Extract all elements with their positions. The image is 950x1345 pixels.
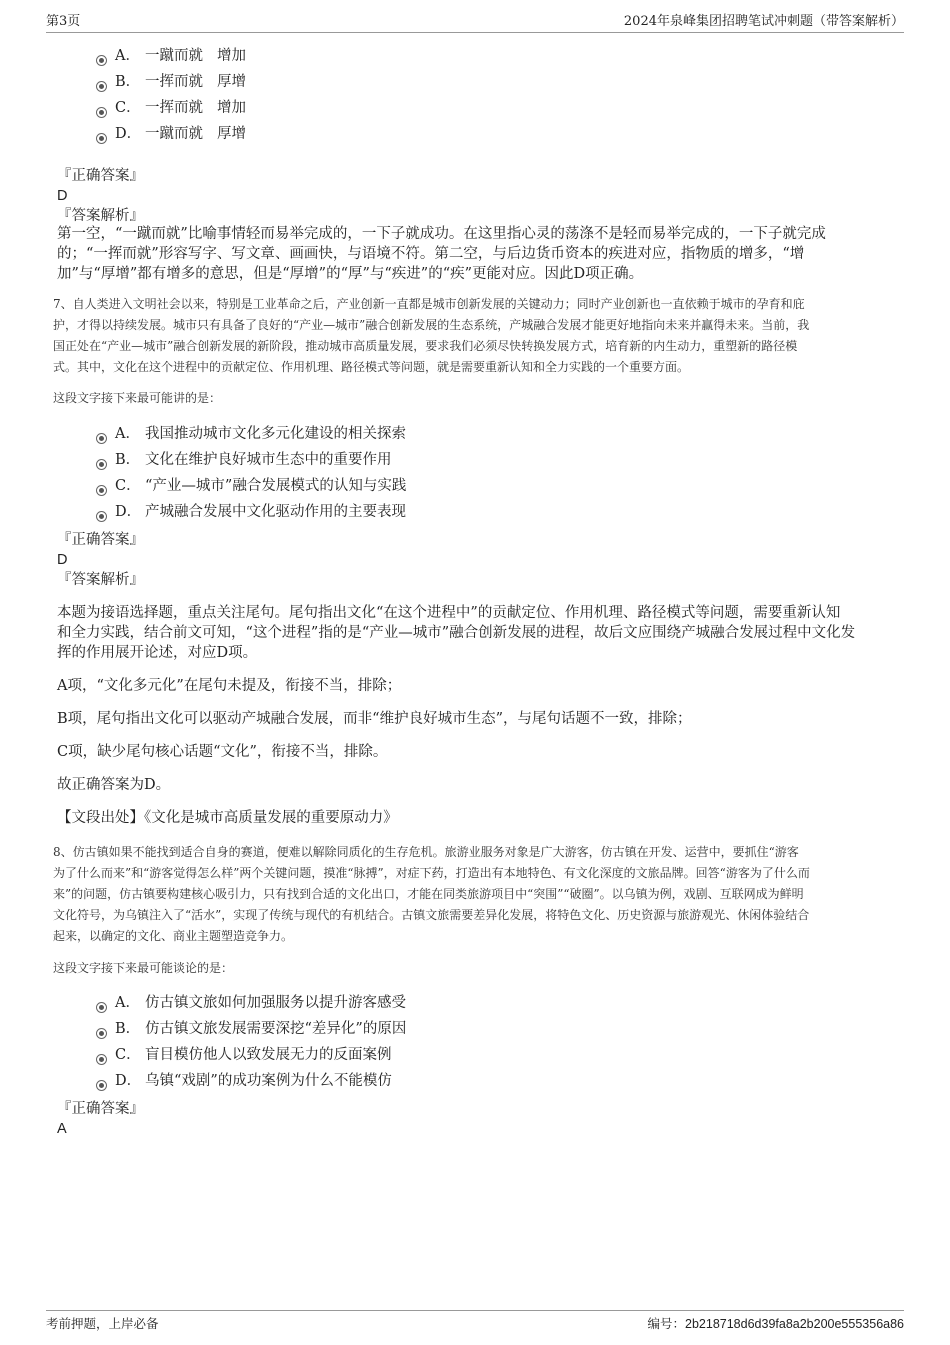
q8-prompt: 这段文字接下来最可能谈论的是： — [53, 961, 234, 975]
q6-answer-label: 『正确答案』 — [57, 168, 144, 184]
radio-icon[interactable] — [96, 485, 107, 496]
document-code — [648, 1313, 905, 1335]
radio-icon[interactable] — [96, 511, 107, 522]
q8-answer-label: 『正确答案』 — [57, 1101, 144, 1117]
q6-analysis-label: 『答案解析』 — [57, 208, 144, 224]
radio-icon[interactable] — [96, 81, 107, 92]
q6-analysis: 第一空，“一蹴而就”比喻事情轻而易举完成的，一下子就成功。在这里指心灵的荡涤不是轻而易举完成的，一下子就完成 的；“一挥而就”形容写字、写文章、画画快，与语境不符。第二空，与后边货币资本的疾进对应，指物质的增多，“增 加”与“厚增”都有增多的意思，但是“厚增”的“厚”与“疾进”的“疾”更能对应。因此D项正确。 — [57, 226, 826, 282]
radio-icon[interactable] — [96, 133, 107, 144]
q7-source: 【文段出处】《文化是城市高质量发展的重要原动力》 — [57, 810, 398, 826]
radio-icon[interactable] — [96, 55, 107, 66]
radio-icon[interactable] — [96, 459, 107, 470]
q7-analysis-label: 『答案解析』 — [57, 572, 144, 588]
code-value: 2b218718d6d39fa8a2b200e555356a86 — [685, 1317, 904, 1331]
document-title: 2024年泉峰集团招聘笔试冲刺题（带答案解析） — [623, 14, 904, 29]
page-header — [46, 12, 904, 33]
radio-icon[interactable] — [96, 1028, 107, 1039]
q7-stem: 7、自人类进入文明社会以来，特别是工业革命之后，产业创新一直都是城市创新发展的关键动力；同时产业创新也一直依赖于城市的孕育和庇 护，才得以持续发展。城市只有具备了良好的“产业—城市”融合创新发展的生态系统，产城融合发展才能更好地指向未来并赢得未来。当前，我 国正处在“产业—城市”融合创新发展的新阶段，推动城市高质量发展，要求我们必须尽快转换发展方式，培育新的内生动力，重塑新的路径模 式。其中，文化在这个进程中的贡献定位、作用机理、路径模式等问题，就是需要重新认知和全力实践的一个重要方面。 — [53, 297, 810, 374]
q7-answer: D — [57, 552, 68, 568]
q7-analysis-end: 故正确答案为D。 — [57, 777, 171, 793]
q6-answer: D — [57, 188, 68, 204]
q7-analysis-a: A项，“文化多元化”在尾句未提及，衔接不当，排除； — [57, 678, 402, 694]
code-label: 编号： — [647, 1316, 686, 1331]
radio-icon[interactable] — [96, 433, 107, 444]
radio-icon[interactable] — [96, 1054, 107, 1065]
q7-analysis-b: B项，尾句指出文化可以驱动产城融合发展，而非“维护良好城市生态”，与尾句话题不一致，排除； — [57, 711, 692, 727]
radio-icon[interactable] — [96, 1002, 107, 1013]
page-number: 第3页 — [46, 14, 81, 29]
q7-analysis-c: C项，缺少尾句核心话题“文化”，衔接不当，排除。 — [57, 744, 388, 760]
q8-answer: A — [57, 1121, 67, 1137]
q7-prompt: 这段文字接下来最可能讲的是： — [53, 391, 222, 405]
radio-icon[interactable] — [96, 107, 107, 118]
radio-icon[interactable] — [96, 1080, 107, 1091]
q7-analysis: 本题为接语选择题，重点关注尾句。尾句指出文化“在这个进程中”的贡献定位、作用机理、路径模式等问题，需要重新认知 和全力实践，结合前文可知，“这个进程”指的是“产业—城市”融合创新发展的进程，故后文应围绕产城融合发展过程中文化发 挥的作用展开论述，对应D项。 — [57, 605, 856, 661]
q7-answer-label: 『正确答案』 — [57, 532, 144, 548]
page-footer — [46, 1310, 904, 1333]
q8-stem: 8、仿古镇如果不能找到适合自身的赛道，便难以解除同质化的生存危机。旅游业服务对象是广大游客，仿古镇在开发、运营中，要抓住“游客 为了什么而来”和“游客觉得怎么样”两个关键问题，摸准“脉搏”，对症下药，打造出有本地特色、有文化深度的文旅品牌。回答“游客为了什么而 来”的问题，仿古镇要构建核心吸引力，只有找到合适的文化出口，才能在同类旅游项目中“突围”“破圈”。以乌镇为例，戏剧、互联网成为鲜明 文化符号，为乌镇注入了“活水”，实现了传统与现代的有机结合。古镇文旅需要差异化发展，将特色文化、历史资源与旅游观光、休闲体验结合 起来，以确定的文化、商业主题塑造竞争力。 — [53, 845, 810, 943]
footer-slogan: 考前押题，上岸必备 — [46, 1316, 159, 1331]
